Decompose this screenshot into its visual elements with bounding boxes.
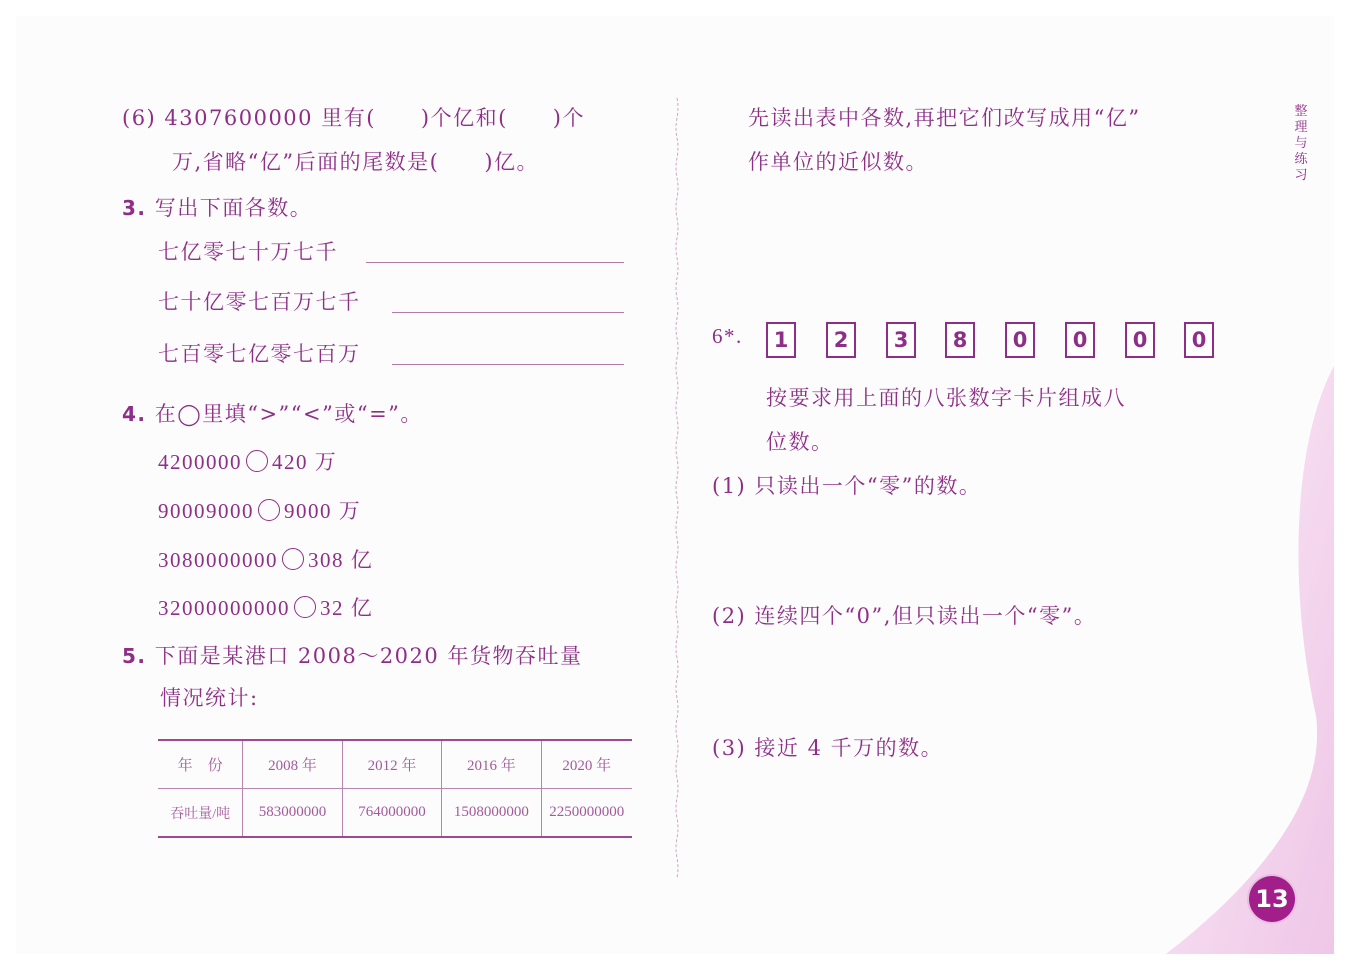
side-label-char: 与 [1294,136,1308,151]
digit-card-8 [1184,322,1214,358]
table-row [158,789,632,838]
answer-line-2[interactable] [392,312,624,313]
q5-line1: 下面是某港口 2008～2020 年货物吞吐量 [154,644,583,668]
page-number-badge: 13 [1249,876,1295,922]
q4-right-4: 32 亿 [320,596,374,620]
q3-item-2: 七十亿零七百万七千 [158,290,361,314]
side-label-text [1292,104,1310,184]
q5-number: 5. [122,644,147,668]
q4-compare-1 [158,446,337,476]
digit-card-2 [826,322,856,358]
digit-card-1 [766,322,796,358]
card-digit: 8 [952,328,968,352]
q5-instruction-line1: 先读出表中各数,再把它们改写成用“亿” [748,106,1141,130]
digit-card-7 [1125,322,1155,358]
table-cell: 2008 年 [243,740,342,789]
table-cell: 2016 年 [442,740,541,789]
digit-card-6 [1065,322,1095,358]
q5-heading [122,640,582,670]
q2-6-line1: (6) 4307600000 里有( )个亿和( )个 [122,106,585,130]
answer-circle-4[interactable] [294,596,316,618]
table-cell: 764000000 [342,789,441,838]
answer-circle-3[interactable] [282,548,304,570]
q4-left-2: 90009000 [158,499,254,523]
q4-compare-3 [158,544,373,574]
digit-card-3 [886,322,916,358]
q5-line2: 情况统计: [160,686,259,710]
q3-item-3: 七百零七亿零七百万 [158,342,361,366]
digit-card-4 [945,322,975,358]
card-digit: 0 [1132,328,1148,352]
q3-title: 写出下面各数。 [154,196,313,220]
q4-number: 4. [122,402,147,426]
q4-compare-2 [158,495,361,525]
card-digit: 0 [1191,328,1207,352]
q4-right-2: 9000 万 [284,499,362,523]
q4-left-1: 4200000 [158,450,242,474]
side-label-char: 整 [1294,104,1308,119]
q2-6-line2: 万,省略“亿”后面的尾数是( )亿。 [172,150,540,174]
q3-number: 3. [122,196,147,220]
card-digit: 3 [893,328,909,352]
answer-circle-2[interactable] [258,499,280,521]
page-divider [674,98,680,878]
q6-line1: 按要求用上面的八张数字卡片组成八 [766,386,1126,410]
workbook-page [16,16,1334,954]
table-cell: 吞吐量/吨 [170,806,231,822]
q3-item-1: 七亿零七十万七千 [158,240,338,264]
q4-title: 在◯里填“>”“<”或“=”。 [154,402,423,426]
q5-instruction-line2: 作单位的近似数。 [748,150,928,174]
card-digit: 0 [1072,328,1088,352]
card-digit: 1 [773,328,789,352]
q3-heading [122,192,312,222]
q4-compare-4 [158,592,373,622]
throughput-table [158,739,632,838]
table-header-row [158,740,632,789]
answer-circle-1[interactable] [246,450,268,472]
card-digit: 2 [833,328,849,352]
q6-sub3: (3) 接近 4 千万的数。 [712,736,944,760]
q4-right-3: 308 亿 [308,548,374,572]
side-label-char: 理 [1294,120,1308,135]
table-cell: 2250000000 [541,789,632,838]
table-cell: 2012 年 [342,740,441,789]
answer-line-3[interactable] [392,364,624,365]
q4-heading [122,398,423,428]
table-cell: 1508000000 [442,789,541,838]
q4-left-3: 3080000000 [158,548,278,572]
q4-right-1: 420 万 [272,450,338,474]
q4-left-4: 32000000000 [158,596,290,620]
table-cell: 583000000 [243,789,342,838]
table-cell: 年 份 [177,758,223,774]
card-digit: 0 [1012,328,1028,352]
side-label-char: 练 [1294,152,1308,167]
side-label-char: 习 [1294,168,1308,183]
table-cell: 2020 年 [541,740,632,789]
q6-sub2: (2) 连续四个“0”,但只读出一个“零”。 [712,604,1097,628]
q6-line2: 位数。 [766,430,834,454]
digit-card-5 [1005,322,1035,358]
side-label [1292,104,1310,184]
q6-number-text: 6*. [712,324,743,348]
q6-number [712,324,743,349]
answer-line-1[interactable] [366,262,624,263]
q6-sub1: (1) 只读出一个“零”的数。 [712,474,982,498]
